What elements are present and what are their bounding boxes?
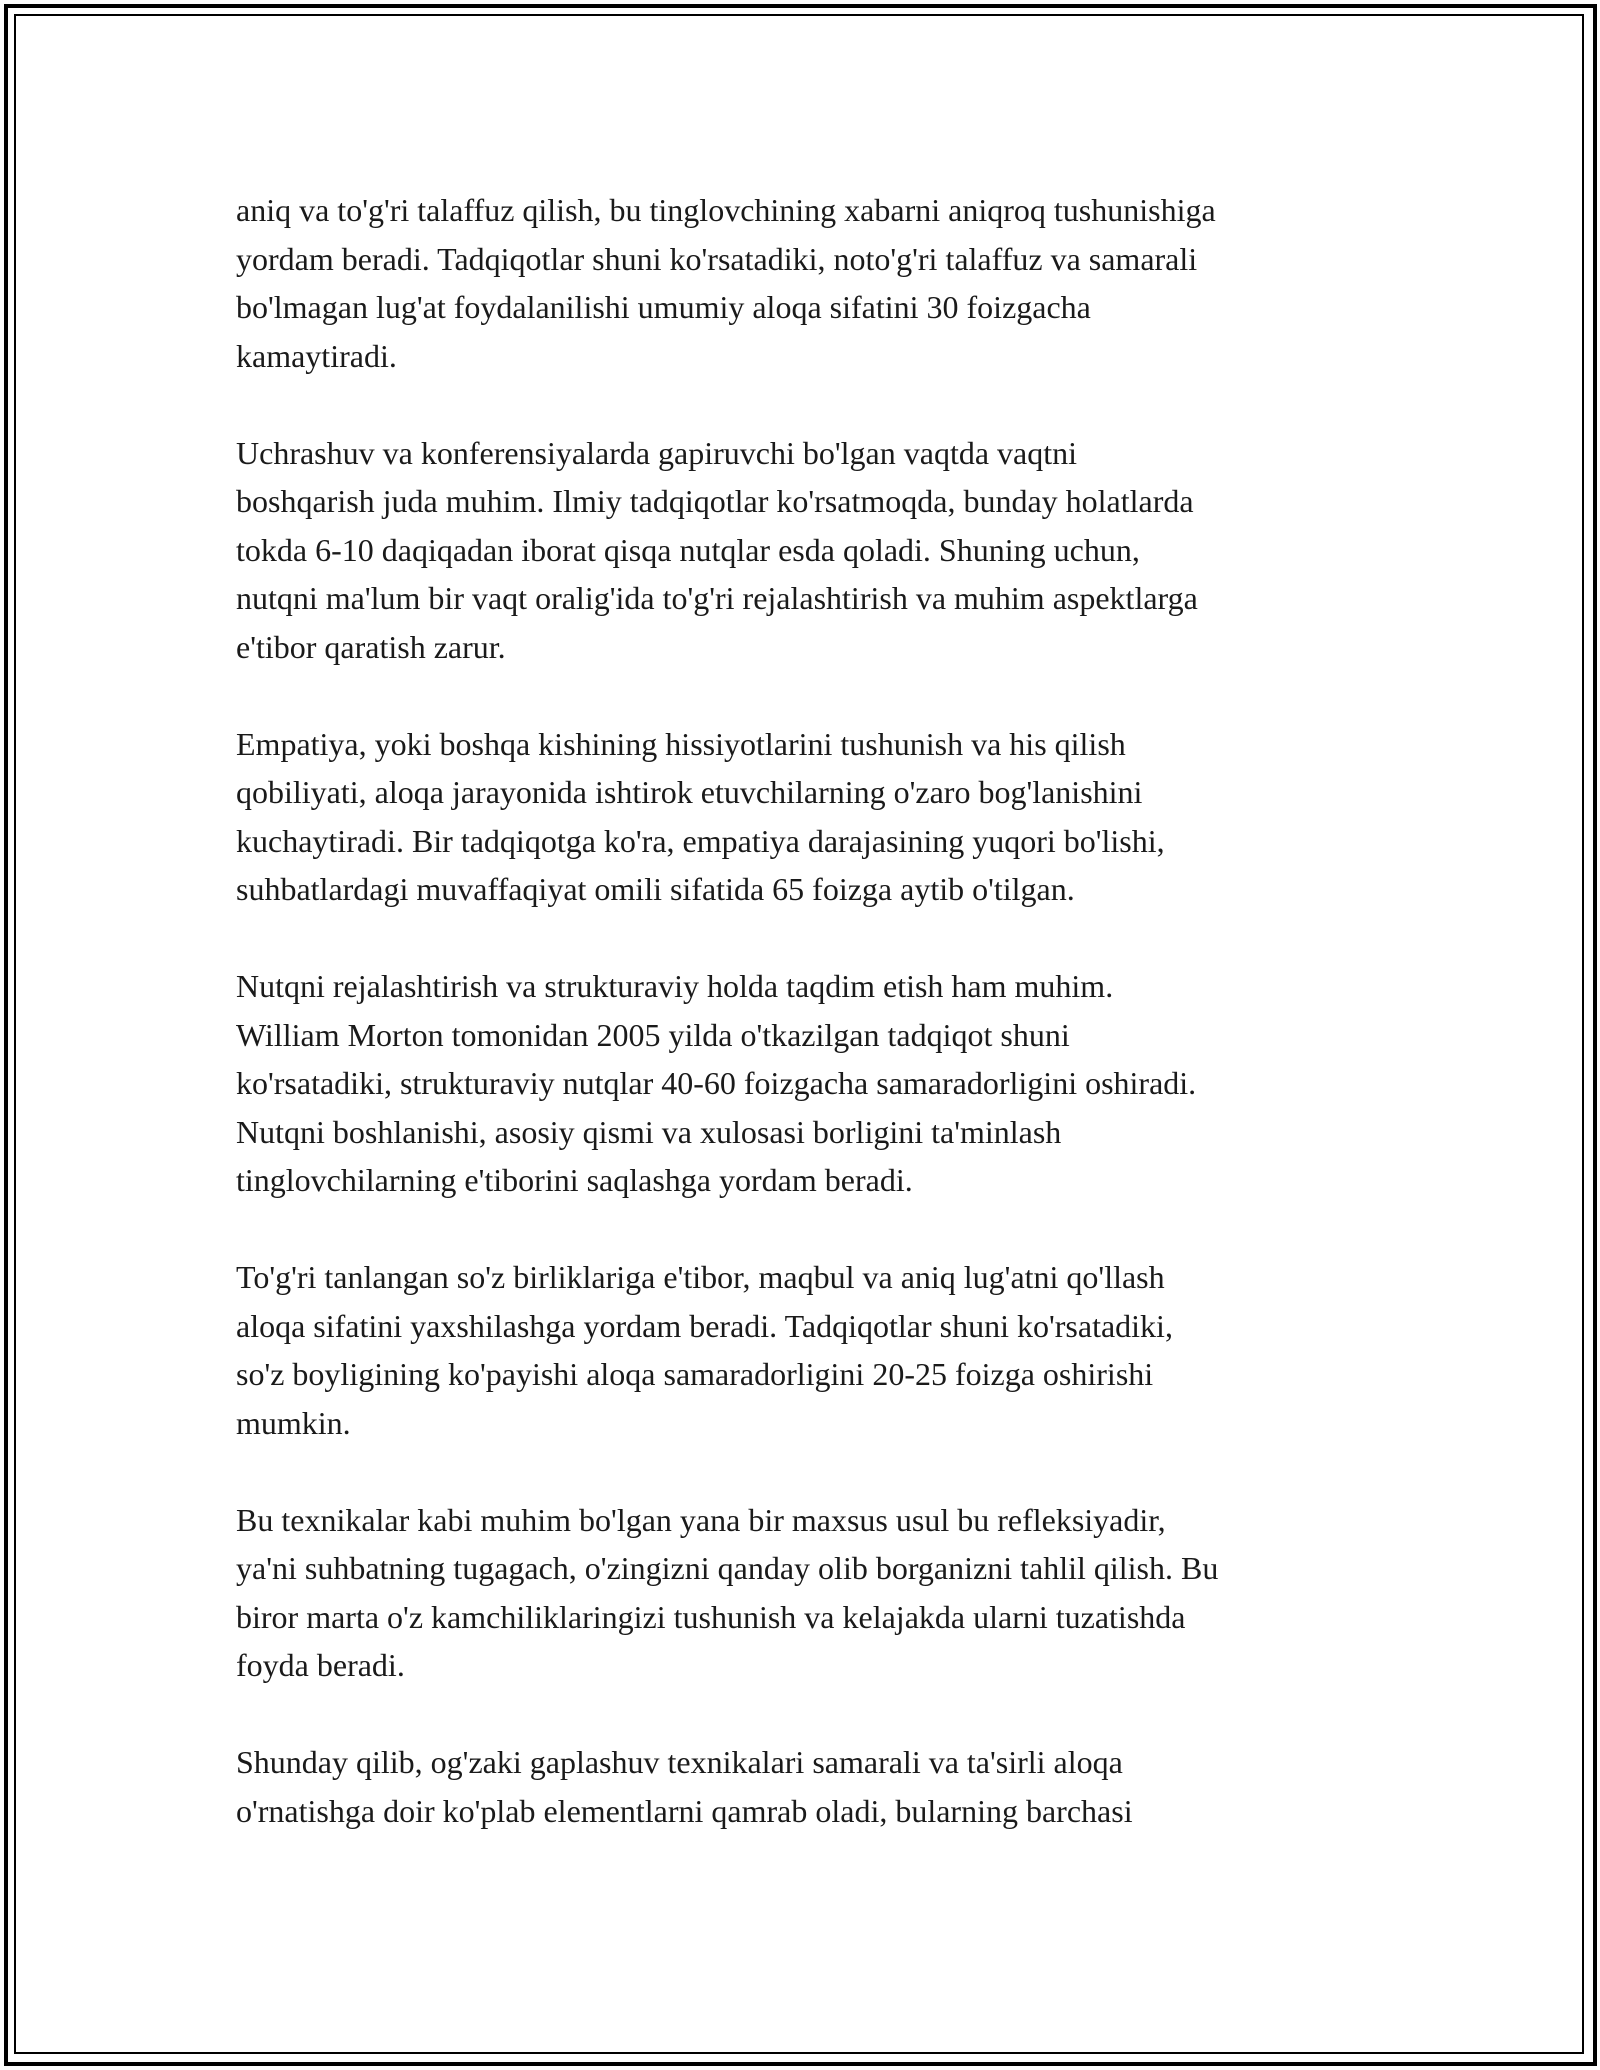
- paragraph-empathy: Empatiya, yoki boshqa kishining hissiyotlarini tushunish va his qilish qobiliyati, aloqa jarayonida ishtirok etuvchilarning o'zaro bog'lanishini kuchaytiradi. Bir tadqiqotga ko'ra, empatiya darajasining yuqori bo'lishi, suhbatlardagi muvaffaqiyat omili sifatida 65 foizga aytib o'tilgan.: [236, 725, 1165, 907]
- paragraph-conclusion: Shunday qilib, og'zaki gaplashuv texnikalari samarali va ta'sirli aloqa o'rnatishga doir ko'plab elementlarni qamrab oladi, bularning barchasi: [236, 1744, 1133, 1829]
- paragraph-time-management: Uchrashuv va konferensiyalarda gapiruvchi bo'lgan vaqtda vaqtni boshqarish juda muhim. Ilmiy tadqiqotlar ko'rsatmoqda, bunday holatlarda tokda 6-10 daqiqadan iborat qisqa nutqlar esda qoladi. Shuning uchun, nutqni ma'lum bir vaqt oralig'ida to'g'ri rejalashtirish va muhim aspektlarga e'tibor qaratish zarur.: [236, 434, 1198, 665]
- paragraph-reflection: Bu texnikalar kabi muhim bo'lgan yana bir maxsus usul bu refleksiyadir, ya'ni suhbatning tugagach, o'zingizni qanday olib borganizni tahlil qilish. Bu biror marta o'z kamchiliklaringizi tushunish va kelajakda ularni tuzatishda foyda beradi.: [236, 1501, 1219, 1683]
- document-body: [236, 186, 1366, 1884]
- paragraph-speech-structure: Nutqni rejalashtirish va strukturaviy holda taqdim etish ham muhim. William Morton tomonidan 2005 yilda o'tkazilgan tadqiqot shuni ko'rsatadiki, strukturaviy nutqlar 40-60 foizgacha samaradorligini oshiradi. Nutqni boshlanishi, asosiy qismi va xulosasi borligini ta'minlash tinglovchilarning e'tiborini saqlashga yordam beradi.: [236, 968, 1197, 1198]
- paragraph-vocabulary: To'g'ri tanlangan so'z birliklariga e'tibor, maqbul va aniq lug'atni qo'llash aloqa sifatini yaxshilashga yordam beradi. Tadqiqotlar shuni ko'rsatadiki, so'z boyligining ko'payishi aloqa samaradorligini 20-25 foizga oshirishi mumkin.: [236, 1259, 1173, 1441]
- paragraph-pronunciation: aniq va to'g'ri talaffuz qilish, bu tinglovchining xabarni aniqroq tushunishiga yordam beradi. Tadqiqotlar shuni ko'rsatadiki, noto'g'ri talaffuz va samarali bo'lmagan lug'at foydalanilishi umumiy aloqa sifatini 30 foizgacha kamaytiradi.: [236, 192, 1216, 374]
